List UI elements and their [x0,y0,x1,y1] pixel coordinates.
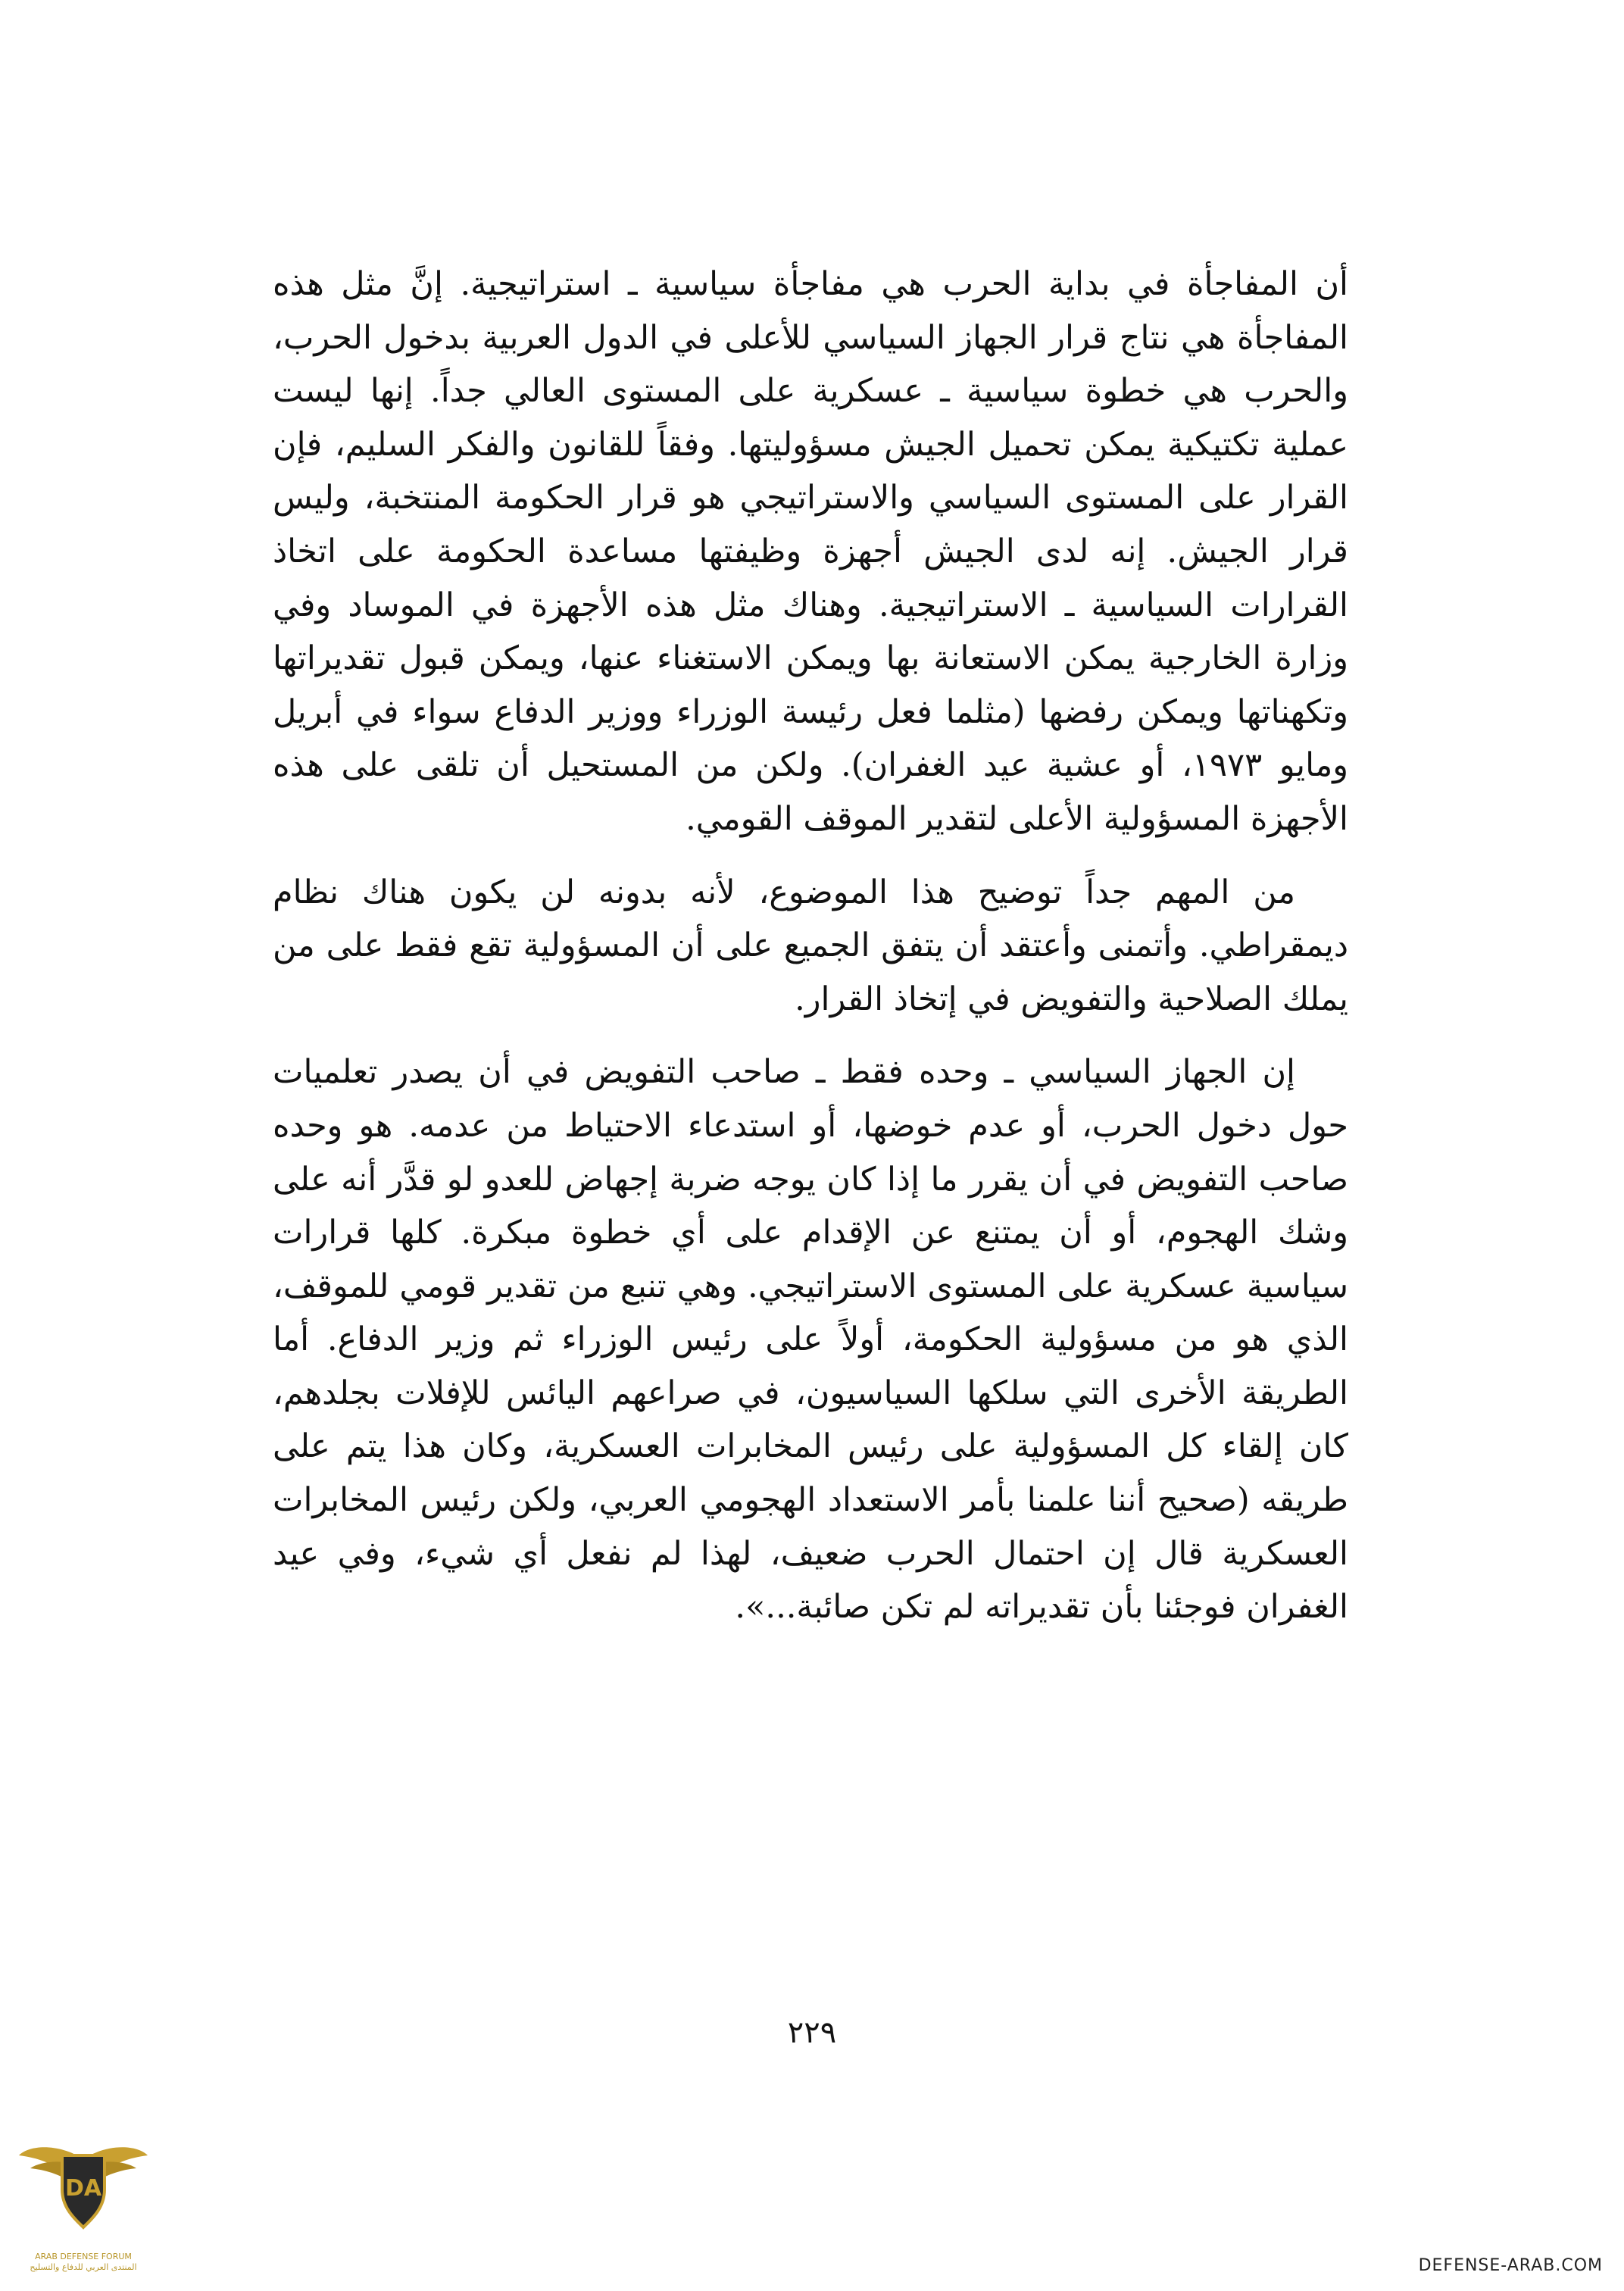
forum-caption-ar: المنتدى العربي للدفاع والتسليح [30,2262,137,2272]
forum-caption [0,2252,167,2273]
page-number: ٢٢٩ [787,2015,837,2050]
paragraph-1: أن المفاجأة في بداية الحرب هي مفاجأة سياسية ـ استراتيجية. إنَّ مثل هذه المفاجأة هي نتاج قرار الجهاز السياسي للأعلى في الدول العربية بدخول الحرب، والحرب هي خطوة سياسية ـ عسكرية على المستوى العالي جداً. إنها ليست عملية تكتيكية يمكن تحميل الجيش مسؤوليتها. وفقاً للقانون والفكر السليم، فإن القرار على المستوى السياسي والاستراتيجي هو قرار الحكومة المنتخبة، وليس قرار الجيش. إنه لدى الجيش أجهزة وظيفتها مساعدة الحكومة على اتخاذ القرارات السياسية ـ الاستراتيجية. وهناك مثل هذه الأجهزة في الموساد وفي وزارة الخارجية يمكن الاستعانة بها ويمكن الاستغناء عنها، ويمكن قبول تقديراتها وتكهناتها ويمكن رفضها (مثلما فعل رئيسة الوزراء ووزير الدفاع سواء في أبريل ومايو ١٩٧٣، أو عشية عيد الغفران). ولكن من المستحيل أن تلقى على هذه الأجهزة المسؤولية الأعلى لتقدير الموقف القومي. [273,265,1348,838]
forum-caption-en: ARAB DEFENSE FORUM [35,2252,132,2261]
forum-logo-icon [15,2114,151,2250]
paragraph-2: من المهم جداً توضيح هذا الموضوع، لأنه بدونه لن يكون هناك نظام ديمقراطي. وأتمنى وأعتقد أن يتفق الجميع على أن المسؤولية تقع فقط على من يملك الصلاحية والتفويض في إتخاذ القرار. [273,873,1348,1018]
paragraph-3: إن الجهاز السياسي ـ وحده فقط ـ صاحب التفويض في أن يصدر تعلميات حول دخول الحرب، أو عدم خوضها، أو استدعاء الاحتياط من عدمه. هو وحده صاحب التفويض في أن يقرر ما إذا كان يوجه ضربة إجهاض للعدو لو قدَّر أنه على وشك الهجوم، أو أن يمتنع عن الإقدام على أي خطوة مبكرة. كلها قرارات سياسية عسكرية على المستوى الاستراتيجي. وهي تنبع من تقدير قومي للموقف، الذي هو من مسؤولية الحكومة، أولاً على رئيس الوزراء ثم وزير الدفاع. أما الطريقة الأخرى التي سلكها السياسيون، في صراعهم اليائس للإفلات بجلدهم، كان إلقاء كل المسؤولية على رئيس المخابرات العسكرية، وكان هذا يتم على طريقه (صحيح أننا علمنا بأمر الاستعداد الهجومي العربي، ولكن رئيس المخابرات العسكرية قال إن احتمال الحرب ضعيف، لهذا لم نفعل أي شيء، وفي عيد الغفران فوجئنا بأن تقديراته لم تكن صائبة...». [273,1053,1348,1627]
forum-url: DEFENSE-ARAB.COM [1418,2256,1603,2275]
svg-text:DA: DA [64,2175,102,2202]
body-text [273,258,1348,1634]
